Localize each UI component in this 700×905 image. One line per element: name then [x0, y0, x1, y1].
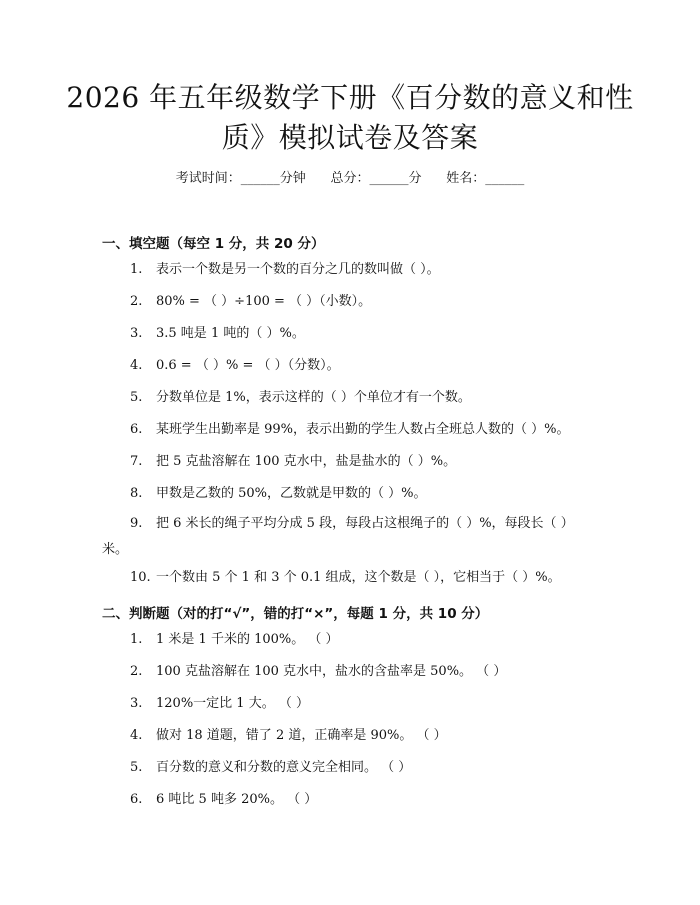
item-number: 1.: [130, 262, 143, 277]
list-item: [102, 726, 602, 746]
item-number: 2.: [130, 664, 143, 679]
item-number: 8.: [130, 486, 143, 501]
item-text-wrap: 米。: [102, 542, 129, 557]
list-item: [102, 292, 602, 312]
list-item: [102, 324, 602, 344]
item-text: 做对 18 道题，错了 2 道，正确率是 90%。 （ ）: [156, 728, 447, 743]
item-text: 100 克盐溶解在 100 克水中，盐水的含盐率是 50%。 （ ）: [156, 664, 507, 679]
item-number: 3.: [130, 326, 143, 341]
list-item: [102, 484, 602, 504]
list-item: [102, 662, 602, 682]
item-number: 5.: [130, 390, 143, 405]
item-number: 3.: [130, 696, 143, 711]
list-item: [102, 630, 602, 650]
list-item: [102, 694, 602, 714]
item-text: 百分数的意义和分数的意义完全相同。 （ ）: [156, 760, 412, 775]
item-number: 9.: [130, 516, 143, 531]
item-text: 1 米是 1 千米的 100%。 （ ）: [156, 632, 339, 647]
item-text: 80% = （ ）÷100 = （ ）（小数）。: [156, 294, 372, 309]
item-text: 120%一定比 1 大。 （ ）: [156, 696, 309, 711]
item-number: 1.: [130, 632, 143, 647]
list-item: [102, 758, 602, 778]
item-text: 3.5 吨是 1 吨的（ ）%。: [156, 326, 305, 341]
list-item: [102, 568, 662, 588]
item-text: 6 吨比 5 吨多 20%。 （ ）: [156, 792, 318, 807]
item-text: 某班学生出勤率是 99%，表示出勤的学生人数占全班总人数的（ ）%。: [156, 422, 570, 437]
list-item: [102, 388, 602, 408]
item-number: 2.: [130, 294, 143, 309]
item-text: 把 5 克盐溶解在 100 克水中，盐是盐水的（ ）%。: [156, 454, 457, 469]
list-item: [102, 514, 682, 534]
item-text: 表示一个数是另一个数的百分之几的数叫做（ ）。: [156, 262, 440, 277]
item-number: 6.: [130, 422, 143, 437]
item-number: 4.: [130, 728, 143, 743]
item-number: 10.: [130, 570, 151, 585]
item-number: 5.: [130, 760, 143, 775]
page-title-line1: 2026 年五年级数学下册《百分数的意义和性: [66, 81, 634, 114]
item-text: 分数单位是 1%，表示这样的（ ）个单位才有一个数。: [156, 390, 471, 405]
section-fill-in-heading: 一、填空题（每空 1 分，共 20 分）: [102, 236, 325, 252]
list-item: [102, 452, 602, 472]
item-number: 6.: [130, 792, 143, 807]
item-text: 0.6 = （ ）% = （ ）（分数）。: [156, 358, 340, 373]
item-number: 7.: [130, 454, 143, 469]
section-true-false-heading: 二、判断题（对的打“√”，错的打“×”，每题 1 分，共 10 分）: [102, 606, 489, 622]
item-number: 4.: [130, 358, 143, 373]
list-item: [102, 356, 602, 376]
page-title-line2: 质》模拟试卷及答案: [221, 121, 479, 154]
item-text: 把 6 米长的绳子平均分成 5 段，每段占这根绳子的（ ）%，每段长（ ）: [156, 516, 574, 531]
list-item: [102, 420, 662, 440]
list-item: [102, 260, 602, 280]
exam-meta-line: 考试时间：______分钟 总分：______分 姓名：______: [175, 171, 525, 186]
item-text: 甲数是乙数的 50%，乙数就是甲数的（ ）%。: [156, 486, 427, 501]
list-item: [102, 790, 602, 810]
item-text: 一个数由 5 个 1 和 3 个 0.1 组成，这个数是（ ），它相当于（ ）%。: [156, 570, 561, 585]
